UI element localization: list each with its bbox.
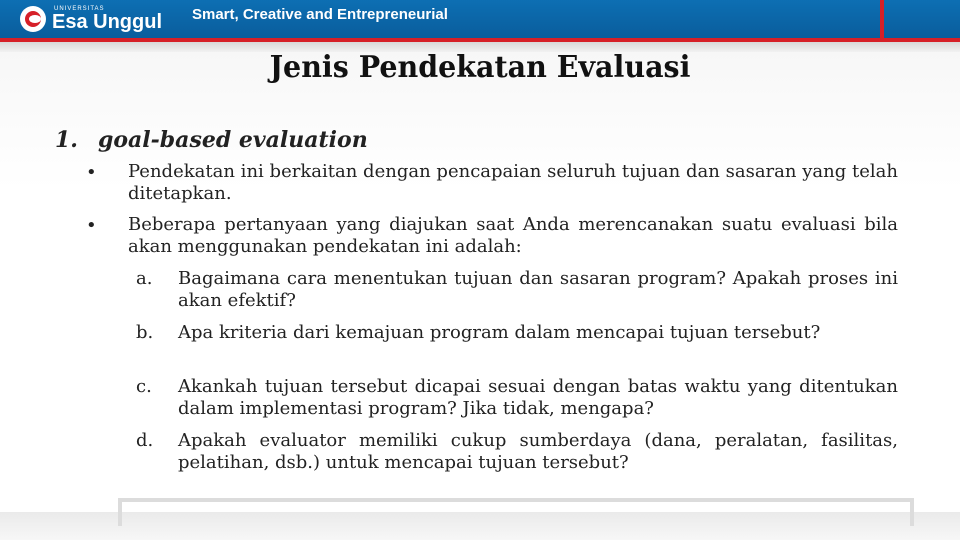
bullet-text: Pendekatan ini berkaitan dengan pencapaian seluruh tujuan dan sasaran yang telah ditetapkan. [128,161,898,204]
question-text: Akankah tujuan tersebut dicapai sesuai dengan batas waktu yang ditentukan dalam implementasi program? Jika tidak, mengapa? [178,376,898,419]
question-marker: d. [136,430,154,451]
logo-small-text: UNIVERSITAS [54,6,105,12]
tagline: Smart, Creative and Entrepreneurial [192,6,448,23]
bullet-marker: • [86,215,97,236]
question-marker: b. [136,322,154,343]
question-text: Apakah evaluator memiliki cukup sumberdaya (dana, peralatan, fasilitas, pelatihan, dsb.) untuk mencapai tujuan tersebut? [178,430,898,473]
question-text: Bagaimana cara menentukan tujuan dan sasaran program? Apakah proses ini akan efektif? [178,268,898,311]
question-marker: c. [136,376,152,397]
logo-text: Esa Unggul [52,11,163,33]
slide-title: Jenis Pendekatan Evaluasi [269,50,691,85]
question-text: Apa kriteria dari kemajuan program dalam mencapai tujuan tersebut? [178,322,821,343]
section-number: 1. [55,127,78,153]
section-heading: goal-based evaluation [98,127,368,153]
bullet-text: Beberapa pertanyaan yang diajukan saat Anda merencanakan suatu evaluasi bila akan menggunakan pendekatan ini adalah: [128,214,898,257]
question-marker: a. [136,268,153,289]
bullet-marker: • [86,162,97,183]
